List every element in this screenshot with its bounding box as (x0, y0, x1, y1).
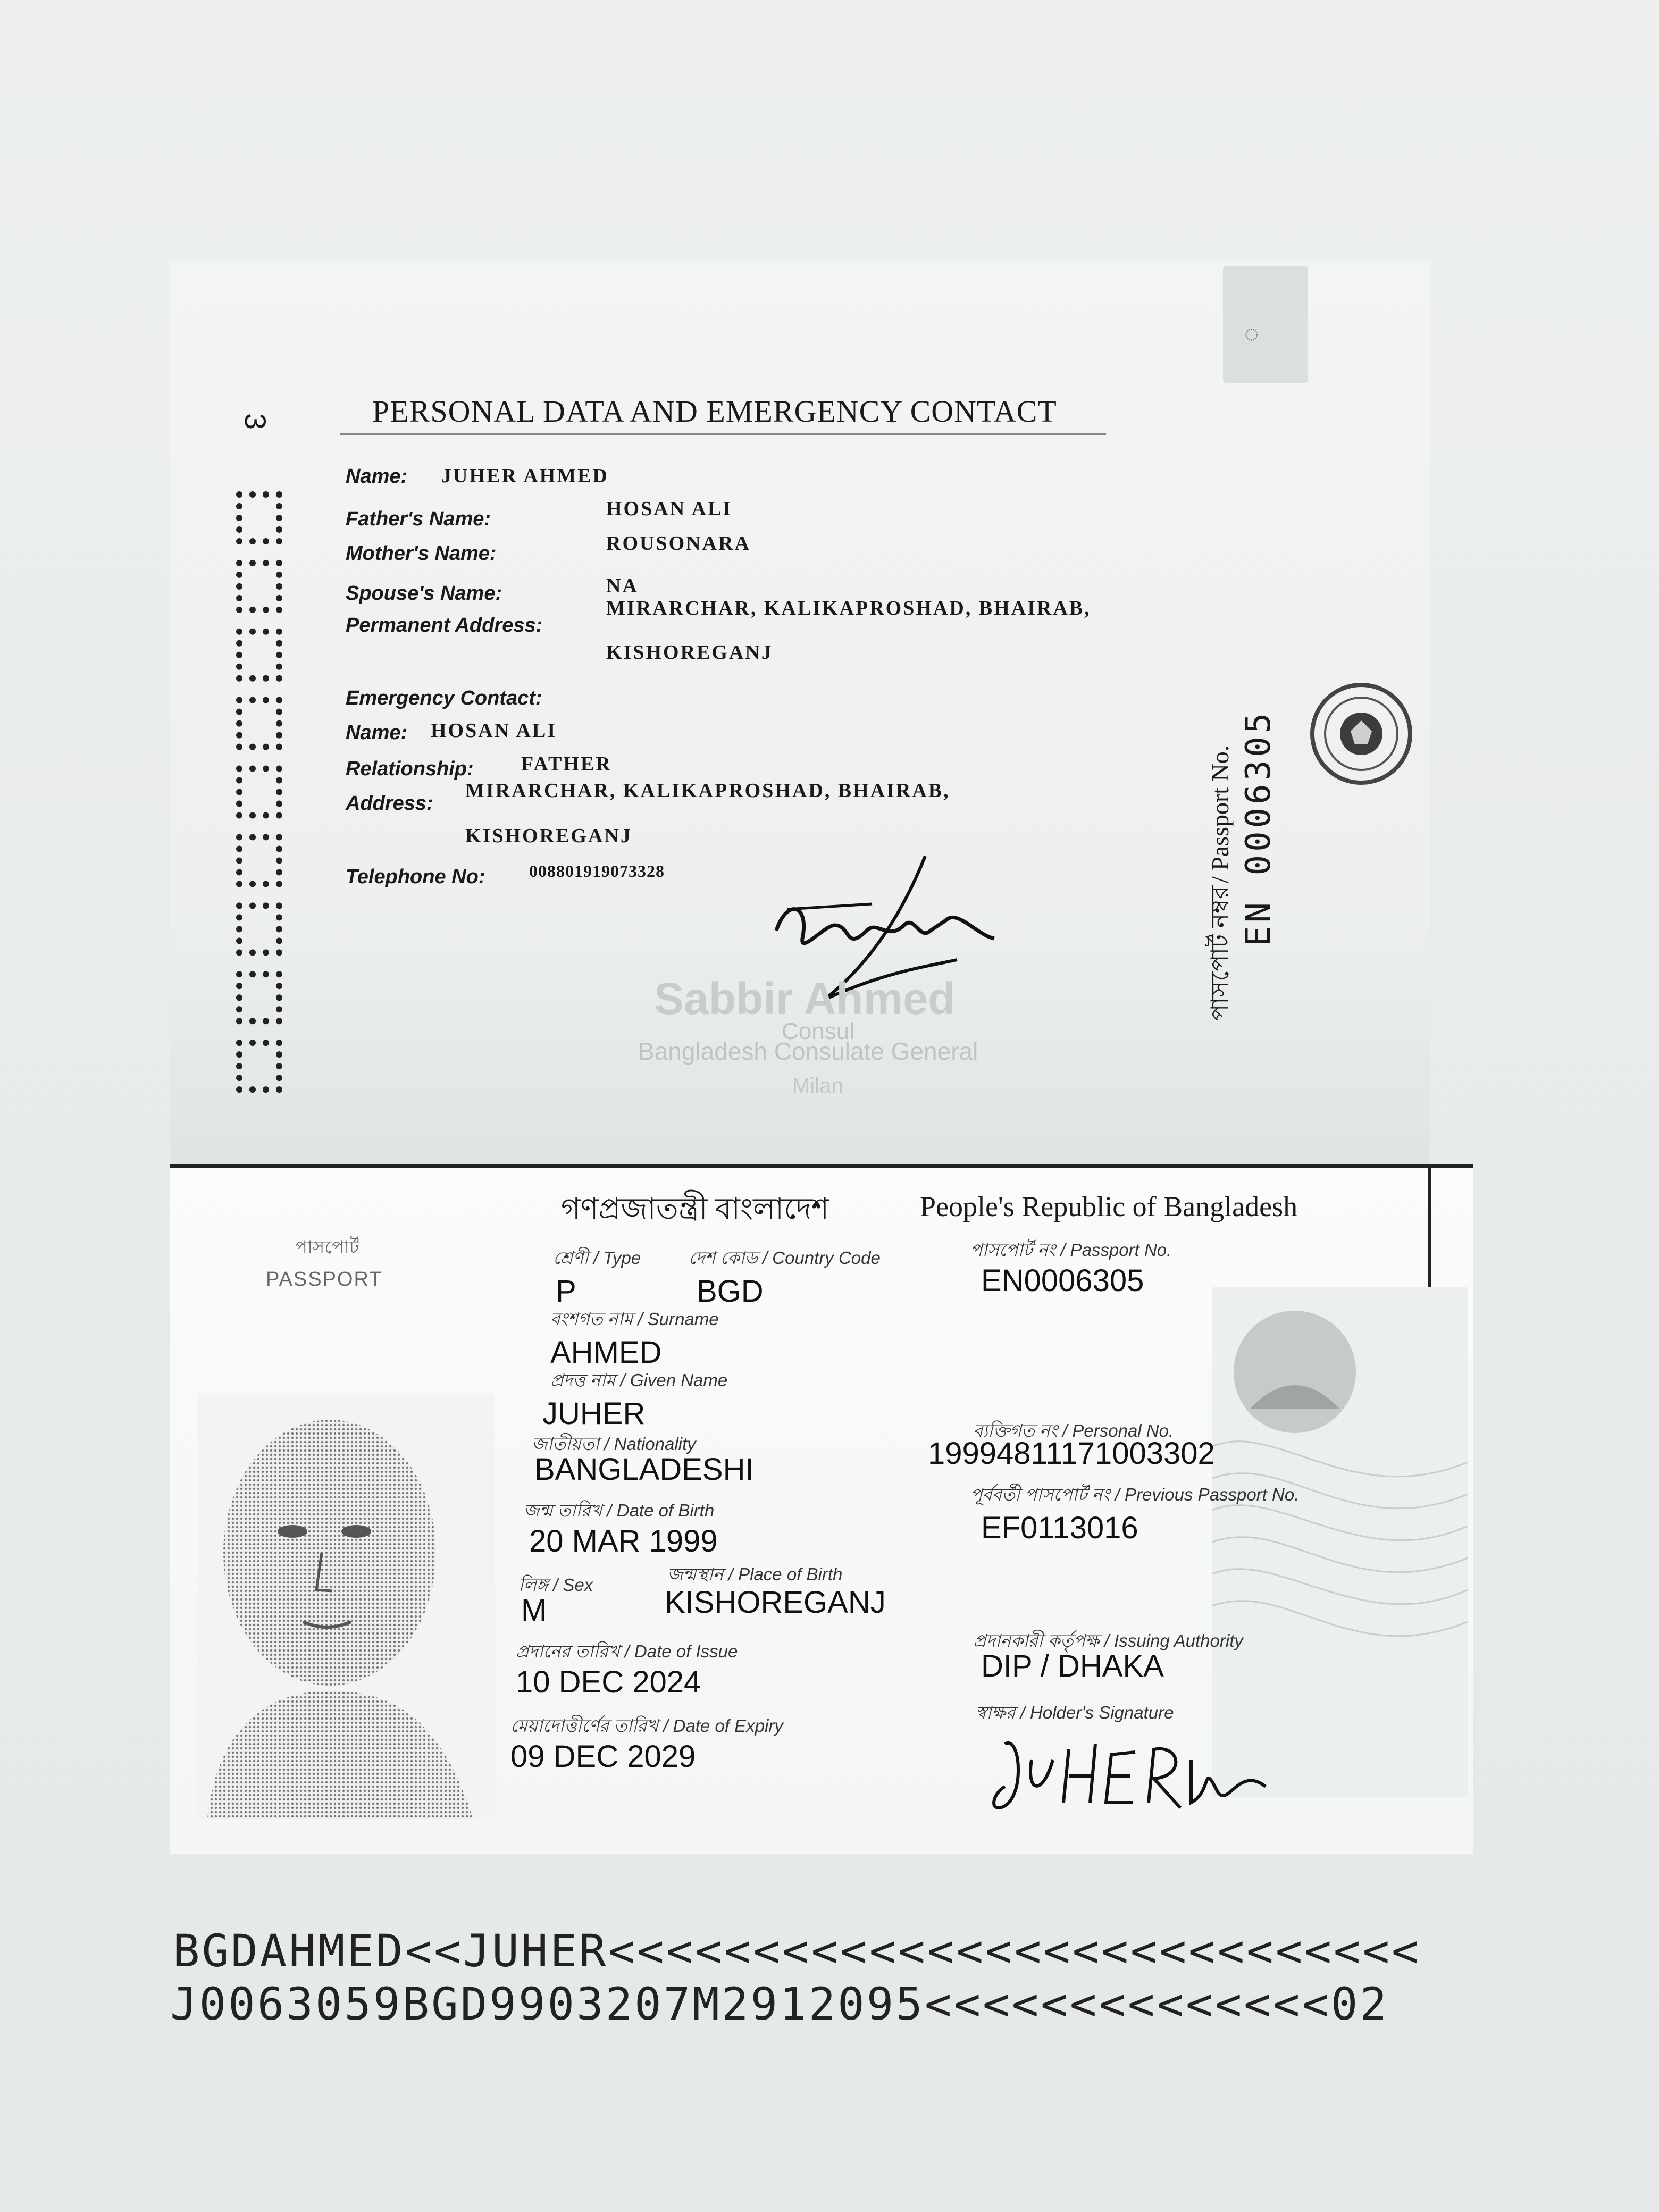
perforation-dot (263, 766, 269, 772)
perforation-dot (263, 881, 269, 887)
holder-signature-label: স্বাক্ষর / Holder's Signature (976, 1703, 1174, 1722)
perforation-dot (263, 971, 269, 977)
perforation-dot (236, 881, 242, 887)
perforation-dot (249, 697, 256, 703)
perforation-dot (236, 937, 242, 944)
perforation-dot (276, 503, 282, 509)
perforated-number (223, 404, 298, 1095)
perforation-dot (276, 1018, 282, 1024)
side-passport-label (1202, 542, 1244, 1021)
perforation-dot (249, 949, 256, 956)
perforation-dot (236, 652, 242, 658)
perforation-dot (276, 1063, 282, 1069)
perforation-dot (276, 971, 282, 977)
father-label: Father's Name: (346, 508, 491, 530)
perforation-dot (249, 744, 256, 750)
dob-value: 20 MAR 1999 (529, 1524, 718, 1559)
address-line2: KISHOREGANJ (606, 641, 773, 664)
place-of-birth-value: KISHOREGANJ (665, 1585, 886, 1620)
relationship-label: Relationship: (346, 758, 474, 780)
perforation-dot (276, 664, 282, 670)
perforation-dot (276, 881, 282, 887)
issuing-authority-value: DIP / DHAKA (981, 1649, 1164, 1683)
surname-label: বংশগত নাম / Surname (550, 1309, 719, 1329)
perforation-dot (263, 629, 269, 635)
perforation-dot (276, 538, 282, 544)
perforation-dot (236, 1075, 242, 1081)
perforation-dot (276, 560, 282, 566)
nationality-label: জাতীয়তা / Nationality (532, 1434, 696, 1454)
perforation-dot (276, 789, 282, 795)
perforation-dot (249, 607, 256, 613)
perforation-dot (263, 812, 269, 819)
perforation-dot (236, 709, 242, 715)
official-name: Sabbir Ahmed (654, 974, 956, 1024)
perforation-dot (276, 572, 282, 578)
perforation-dot (236, 607, 242, 613)
perforation-dot (276, 491, 282, 498)
perforation-dot (276, 902, 282, 909)
perforation-dot (263, 949, 269, 956)
perforation-dot (276, 607, 282, 613)
perforation-dot (276, 845, 282, 852)
perforation-dot (236, 572, 242, 578)
address-line1: MIRARCHAR, KALIKAPROSHAD, BHAIRAB, (606, 597, 1091, 619)
mother-label: Mother's Name: (346, 542, 497, 565)
perforation-dot (276, 583, 282, 590)
perforation-dot (236, 1040, 242, 1046)
stamp-seal (1308, 681, 1414, 787)
perforation-dot (236, 503, 242, 509)
perforation-dot (263, 538, 269, 544)
perforation-dot (236, 560, 242, 566)
perforation-dot (236, 801, 242, 807)
perforation-dot (276, 777, 282, 784)
doc-label-bangla: পাসপোর্ট (295, 1237, 359, 1258)
name-label: Name: (346, 465, 408, 488)
perforation-dot (236, 777, 242, 784)
issuing-authority-label: প্রদানকারী কর্তৃপক্ষ / Issuing Authority (973, 1631, 1243, 1650)
perforation-dot (263, 560, 269, 566)
official-city: Milan (792, 1074, 843, 1097)
perforation-dot (249, 812, 256, 819)
previous-passport-value: EF0113016 (981, 1511, 1138, 1545)
perforation-dot (263, 902, 269, 909)
em-name-label: Name: (346, 722, 408, 744)
perforation-dot (236, 1006, 242, 1012)
personal-no-label: ব্যক্তিগত নং / Personal No. (973, 1421, 1174, 1440)
header-bangla: গণপ্রজাতন্ত্রী বাংলাদেশ (561, 1193, 830, 1226)
page-border (1428, 1164, 1431, 1303)
passport-no-value: EN0006305 (981, 1263, 1144, 1298)
header-english: People's Republic of Bangladesh (920, 1191, 1298, 1222)
em-address-line1: MIRARCHAR, KALIKAPROSHAD, BHAIRAB, (465, 780, 950, 802)
perforation-dot (249, 675, 256, 682)
place-of-birth-label: জন্মস্থান / Place of Birth (667, 1564, 843, 1584)
perforation-dot (276, 640, 282, 647)
perforation-dot (236, 789, 242, 795)
spouse-value: NA (606, 575, 639, 597)
perforation-dot (236, 983, 242, 989)
perforation-dot (236, 857, 242, 864)
official-title: Consul (782, 1018, 854, 1044)
dob-label: জন্ম তারিখ / Date of Birth (524, 1501, 715, 1520)
perforation-dot (263, 1040, 269, 1046)
telephone-value: 008801919073328 (529, 861, 665, 881)
perforation-dot (263, 675, 269, 682)
sex-value: M (521, 1593, 547, 1628)
perforation-dot (236, 1051, 242, 1058)
perforation-dot (236, 526, 242, 533)
personal-no-value: 19994811171003302 (928, 1436, 1215, 1471)
perforation-dot (236, 732, 242, 739)
address-label: Permanent Address: (346, 614, 543, 636)
perforation-dot (276, 1086, 282, 1093)
perforation-dot (236, 845, 242, 852)
page-number: 3 (239, 413, 273, 430)
perforation-dot (276, 595, 282, 601)
perforation-dot (249, 902, 256, 909)
surname-value: AHMED (550, 1335, 662, 1370)
perforation-dot (276, 1006, 282, 1012)
perforation-dot (276, 675, 282, 682)
perforation-dot (276, 801, 282, 807)
perforation-dot (276, 515, 282, 521)
perforation-dot (236, 538, 242, 544)
given-name-label: প্রদত্ত নাম / Given Name (550, 1370, 728, 1390)
mrz-line-2: J0063059BGD9903207M2912095<<<<<<<<<<<<<<02 (170, 1978, 1389, 2030)
expiry-date-value: 09 DEC 2029 (510, 1739, 696, 1774)
official-office: Bangladesh Consulate General (638, 1037, 978, 1065)
perforation-dot (236, 664, 242, 670)
perforation-dot (276, 1040, 282, 1046)
perforation-dot (236, 949, 242, 956)
perforation-dot (236, 902, 242, 909)
telephone-label: Telephone No: (346, 866, 485, 888)
perforation-dot (276, 732, 282, 739)
perforation-dot (236, 515, 242, 521)
perforation-dot (276, 937, 282, 944)
perforation-dot (236, 1086, 242, 1093)
previous-passport-label: পূর্ববর্তী পাসপোর্ট নং / Previous Passport No. (970, 1485, 1300, 1504)
perforation-dot (263, 607, 269, 613)
perforation-dot (236, 869, 242, 875)
relationship-value: FATHER (521, 753, 612, 775)
mrz-line-1: BGDAHMED<<JUHER<<<<<<<<<<<<<<<<<<<<<<<<<<<< (173, 1925, 1421, 1977)
perforation-dot (276, 744, 282, 750)
perforation-dot (249, 766, 256, 772)
type-label: শ্রেণী / Type (553, 1248, 641, 1268)
side-label-en: / Passport No. (1206, 745, 1234, 884)
issue-date-value: 10 DEC 2024 (516, 1665, 701, 1699)
perforation-dot (263, 1018, 269, 1024)
perforation-dot (276, 1051, 282, 1058)
perforation-dot (236, 744, 242, 750)
perforation-dot (276, 766, 282, 772)
country-code-label: দেশ কোড / Country Code (689, 1248, 881, 1268)
tab-mark: ◌ (1244, 320, 1259, 347)
em-address-line2: KISHOREGANJ (465, 825, 632, 847)
spouse-label: Spouse's Name: (346, 582, 502, 605)
mother-value: ROUSONARA (606, 532, 751, 555)
side-label-bn: পাসপোর্ট নম্বর (1206, 885, 1234, 1021)
name-value: JUHER AHMED (441, 465, 609, 487)
perforation-dot (276, 994, 282, 1001)
perforation-dot (236, 914, 242, 920)
perforation-dot (249, 1018, 256, 1024)
perforation-dot (276, 526, 282, 533)
type-value: P (556, 1274, 576, 1309)
perforation-dot (236, 595, 242, 601)
perforation-dot (276, 709, 282, 715)
perforation-dot (236, 834, 242, 840)
perforation-dot (236, 491, 242, 498)
doc-label-english: PASSPORT (266, 1268, 383, 1291)
passport-no-label: পাসপোর্ট নং / Passport No. (970, 1240, 1172, 1260)
perforation-dot (263, 744, 269, 750)
perforation-dot (249, 629, 256, 635)
perforation-dot (236, 697, 242, 703)
perforation-dot (276, 914, 282, 920)
perforation-dot (236, 812, 242, 819)
perforation-dot (263, 491, 269, 498)
perforation-dot (236, 583, 242, 590)
perforation-dot (263, 834, 269, 840)
em-address-label: Address: (346, 792, 433, 815)
perforation-dot (236, 720, 242, 727)
page-tab (1223, 266, 1308, 383)
perforation-dot (263, 697, 269, 703)
perforation-dot (236, 1018, 242, 1024)
perforation-dot (249, 971, 256, 977)
title-divider (340, 433, 1106, 435)
perforation-dot (236, 629, 242, 635)
perforation-dot (249, 491, 256, 498)
perforation-dot (236, 640, 242, 647)
perforation-dot (276, 834, 282, 840)
holder-photo (197, 1393, 495, 1819)
issue-date-label: প্রদানের তারিখ / Date of Issue (516, 1641, 738, 1661)
em-name-value: HOSAN ALI (431, 719, 557, 742)
ghost-image (1212, 1287, 1468, 1797)
perforation-dot (276, 652, 282, 658)
perforation-dot (249, 881, 256, 887)
perforation-dot (276, 926, 282, 932)
perforation-dot (236, 971, 242, 977)
perforation-dot (249, 538, 256, 544)
perforation-dot (249, 834, 256, 840)
sex-label: লিঙ্গ / Sex (518, 1575, 593, 1595)
perforation-dot (236, 675, 242, 682)
holder-signature (989, 1728, 1276, 1824)
perforation-dot (236, 1063, 242, 1069)
perforation-dot (249, 1040, 256, 1046)
country-code-value: BGD (697, 1274, 764, 1309)
perforation-dot (276, 1075, 282, 1081)
perforation-dot (236, 926, 242, 932)
side-passport-number: EN 0006305 (1239, 709, 1278, 946)
perforation-dot (276, 949, 282, 956)
nationality-value: BANGLADESHI (534, 1452, 754, 1487)
perforation-dot (276, 720, 282, 727)
perforation-dot (263, 1086, 269, 1093)
perforation-dot (249, 560, 256, 566)
perforation-dot (249, 1086, 256, 1093)
perforation-dot (276, 812, 282, 819)
perforation-dot (276, 697, 282, 703)
perforation-dot (236, 994, 242, 1001)
perforation-dot (276, 983, 282, 989)
given-name-value: JUHER (542, 1396, 646, 1431)
father-value: HOSAN ALI (606, 498, 733, 520)
expiry-date-label: মেয়াদোত্তীর্ণের তারিখ / Date of Expiry (510, 1716, 783, 1736)
page-title: PERSONAL DATA AND EMERGENCY CONTACT (372, 394, 1057, 429)
perforation-dot (236, 766, 242, 772)
perforation-dot (276, 857, 282, 864)
emergency-label: Emergency Contact: (346, 687, 542, 709)
perforation-dot (276, 629, 282, 635)
perforation-dot (276, 869, 282, 875)
